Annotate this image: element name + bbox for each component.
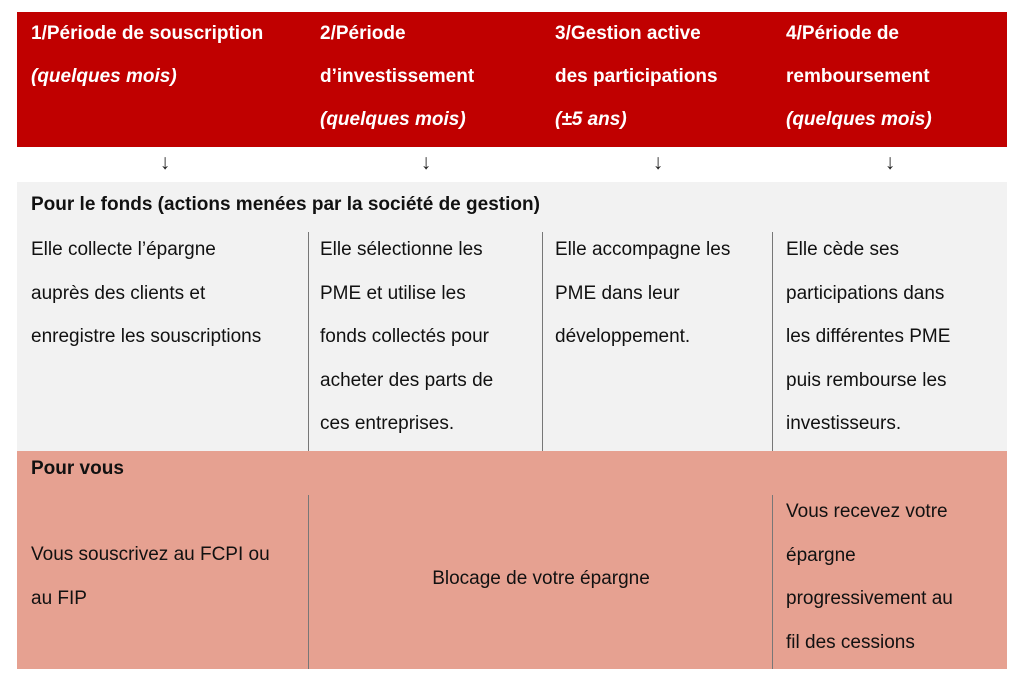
- vous-title: Pour vous: [31, 458, 124, 479]
- header-col-3-title-cont: des participations: [555, 66, 718, 87]
- column-divider: [772, 232, 773, 451]
- header-col-4-duration: (quelques mois): [786, 109, 932, 130]
- column-divider: [542, 232, 543, 451]
- header-col-2-title-cont: d’investissement: [320, 66, 475, 87]
- arrow-down-icon: ↓: [884, 151, 896, 174]
- header-col-4-title-cont: remboursement: [786, 66, 930, 87]
- vous-col-remboursement: Vous recevez votre épargne progressivement au fil des cessions: [786, 501, 953, 653]
- header-col-gestion: [555, 12, 775, 147]
- arrow-down-icon: ↓: [652, 151, 664, 174]
- header-col-investissement: [320, 12, 540, 147]
- header-col-1-duration: (quelques mois): [31, 66, 177, 87]
- fonds-col-remboursement: Elle cède ses participations dans les différentes PME puis rembourse les investisseurs.: [786, 239, 951, 434]
- column-divider: [308, 232, 309, 451]
- vous-blocage: Blocage de votre épargne: [432, 568, 650, 589]
- header-col-1-title: 1/Période de souscription: [31, 23, 264, 44]
- header-col-2-title: 2/Période: [320, 23, 406, 44]
- arrow-down-icon: ↓: [159, 151, 171, 174]
- column-divider: [772, 495, 773, 669]
- header-col-4-title: 4/Période de: [786, 23, 899, 44]
- column-divider: [308, 495, 309, 669]
- header-col-3-title: 3/Gestion active: [555, 23, 701, 44]
- vous-col-souscription: Vous souscrivez au FCPI ou au FIP: [31, 544, 270, 609]
- header-col-souscription: [31, 12, 311, 147]
- header-col-3-duration: (±5 ans): [555, 109, 627, 130]
- fonds-title: Pour le fonds (actions menées par la société de gestion): [31, 194, 540, 215]
- fonds-col-souscription: Elle collecte l’épargne auprès des clients et enregistre les souscriptions: [31, 239, 262, 347]
- header-col-remboursement: [786, 12, 1001, 147]
- arrow-down-icon: ↓: [420, 151, 432, 174]
- header-col-2-duration: (quelques mois): [320, 109, 466, 130]
- fonds-col-investissement: Elle sélectionne les PME et utilise les fonds collectés pour acheter des parts de ces entreprises.: [320, 239, 494, 434]
- fonds-col-gestion: Elle accompagne les PME dans leur développement.: [555, 239, 731, 347]
